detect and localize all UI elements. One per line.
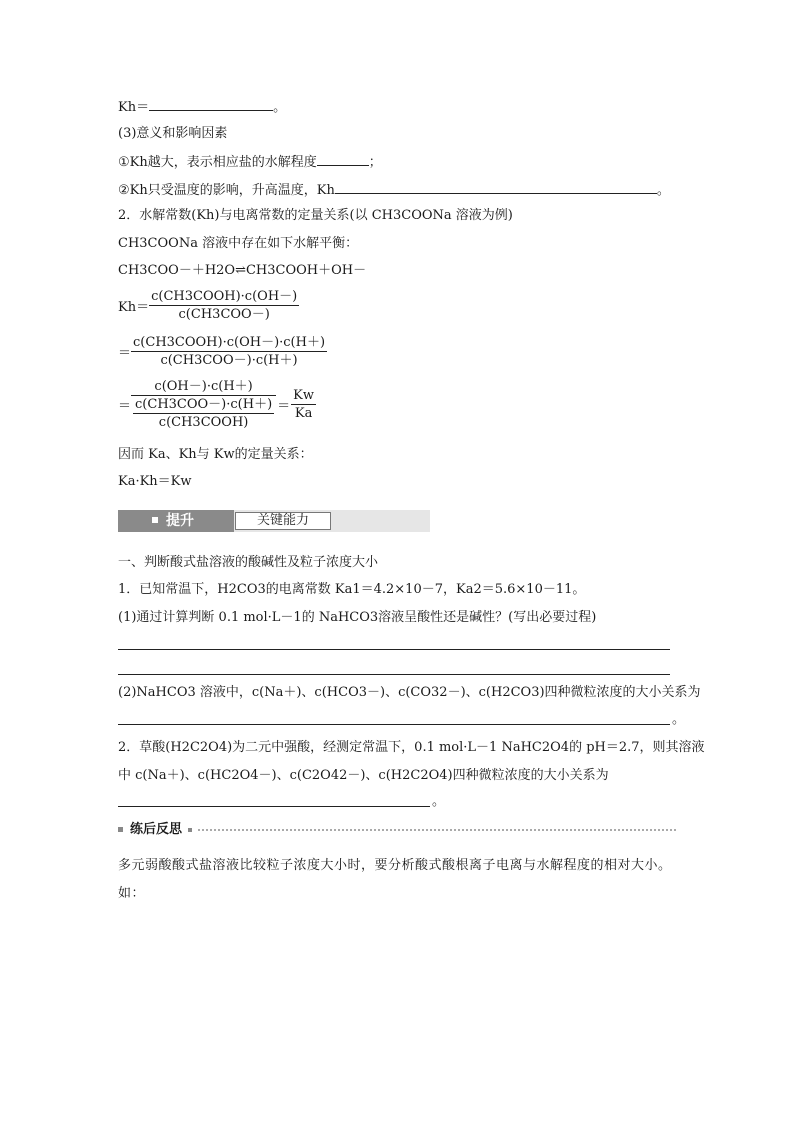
derivation-line-2: ＝ $\frac{\text{c(CH3COOH)·c(OH－)·c(H＋)}}{\text{c(CH3COO－)·c(H＋)}}$ xyxy=(118,335,326,368)
point1-blank[interactable] xyxy=(317,152,369,166)
banner-left-tab: 提升 xyxy=(118,510,234,532)
point2-blank[interactable] xyxy=(335,180,657,194)
square-bullet-icon xyxy=(118,827,123,832)
point2-line: ②Kh只受温度的影响，升高温度，Kh 。 xyxy=(118,180,670,200)
kh-definition-line: Kh＝ 。 xyxy=(118,97,286,117)
question1-sub1: (1)通过计算判断 0.1 mol·L－1的 NaHCO3溶液呈酸性还是碱性？(写出必要过程) xyxy=(118,610,597,625)
fraction-kw-ka: $\frac{Kw}{Ka}$ xyxy=(293,388,315,421)
fraction-3-inner: $\frac{\text{c(CH3COO－)·c(H＋)}}{\text{c(CH3COOH)}}$ xyxy=(135,397,273,430)
kh-answer-blank[interactable] xyxy=(149,97,273,111)
item2-title: 2．水解常数(Kh)与电离常数的定量关系(以 CH3COONa 溶液为例) xyxy=(118,208,513,223)
dot-icon xyxy=(188,828,192,832)
answer-line-1[interactable] xyxy=(118,649,670,650)
fraction-2: $\frac{\text{c(CH3COOH)·c(OH－)·c(H＋)}}{\text{c(CH3COO－)·c(H＋)}}$ xyxy=(133,335,326,368)
question1-sub2: (2)NaHCO3 溶液中，c(Na＋)、c(HCO3－)、c(CO32－)、c(H2CO3)四种微粒浓度的大小关系为 xyxy=(118,685,701,700)
question2-line1: 2．草酸(H2C2O4)为二元中强酸，经测定常温下，0.1 mol·L－1 NaHC2O4的 pH＝2.7，则其溶液 xyxy=(118,740,705,755)
derivation-line-3: ＝ $\frac{c(OH-)\cdot c(H+)}{\frac{\text{c(CH3COO－)·c(H＋)}}{\text{c(CH3COOH)}}}$ ＝ $\frac{Kw}{Ka}$ xyxy=(118,379,315,430)
fraction-1: $\frac{\text{c(CH3COOH)·c(OH－)}}{\text{c(CH3COO－)}}$ xyxy=(151,289,298,322)
dotted-divider xyxy=(198,829,676,831)
derivation-line-1: Kh＝ $\frac{\text{c(CH3COOH)·c(OH－)}}{\text{c(CH3COO－)}}$ xyxy=(118,289,298,322)
section-banner xyxy=(118,510,430,532)
section1-title: 一、判断酸式盐溶液的酸碱性及粒子浓度大小 xyxy=(118,555,379,570)
relation-formula: Ka·Kh＝Kw xyxy=(118,474,192,489)
answer-line-3[interactable] xyxy=(118,724,670,725)
banner-right-tab: 关键能力 xyxy=(235,512,331,530)
question2-line2: 中 c(Na＋)、c(HC2O4－)、c(C2O42－)、c(H2C2O4)四种微粒浓度的大小关系为 xyxy=(118,768,609,783)
equilibrium-equation: CH3COO－＋H2O⇌CH3COOH＋OH－ xyxy=(118,263,367,278)
square-icon xyxy=(152,517,158,523)
reflection-text-1: 多元弱酸酸式盐溶液比较粒子浓度大小时，要分析酸式酸根离子电离与水解程度的相对大小。 xyxy=(118,858,672,873)
reflection-text-2: 如： xyxy=(118,886,146,901)
reflection-header: 练后反思 xyxy=(118,821,676,839)
answer-line-4[interactable] xyxy=(118,806,430,807)
relation-intro: 因而 Ka、Kh与 Kw的定量关系： xyxy=(118,447,313,462)
answer-line-2[interactable] xyxy=(118,674,670,675)
equilibrium-intro: CH3COONa 溶液中存在如下水解平衡： xyxy=(118,236,359,251)
question1-text: 1．已知常温下，H2CO3的电离常数 Ka1＝4.2×10－7，Ka2＝5.6×10－11。 xyxy=(118,582,586,597)
kh-label: Kh＝ xyxy=(118,100,150,115)
fraction-3-complex: $\frac{c(OH-)\cdot c(H+)}{\frac{\text{c(CH3COO－)·c(H＋)}}{\text{c(CH3COOH)}}}$ xyxy=(131,378,276,431)
point1-line: ①Kh越大，表示相应盐的水解程度 ； xyxy=(118,152,382,172)
section3-title: (3)意义和影响因素 xyxy=(118,126,228,141)
